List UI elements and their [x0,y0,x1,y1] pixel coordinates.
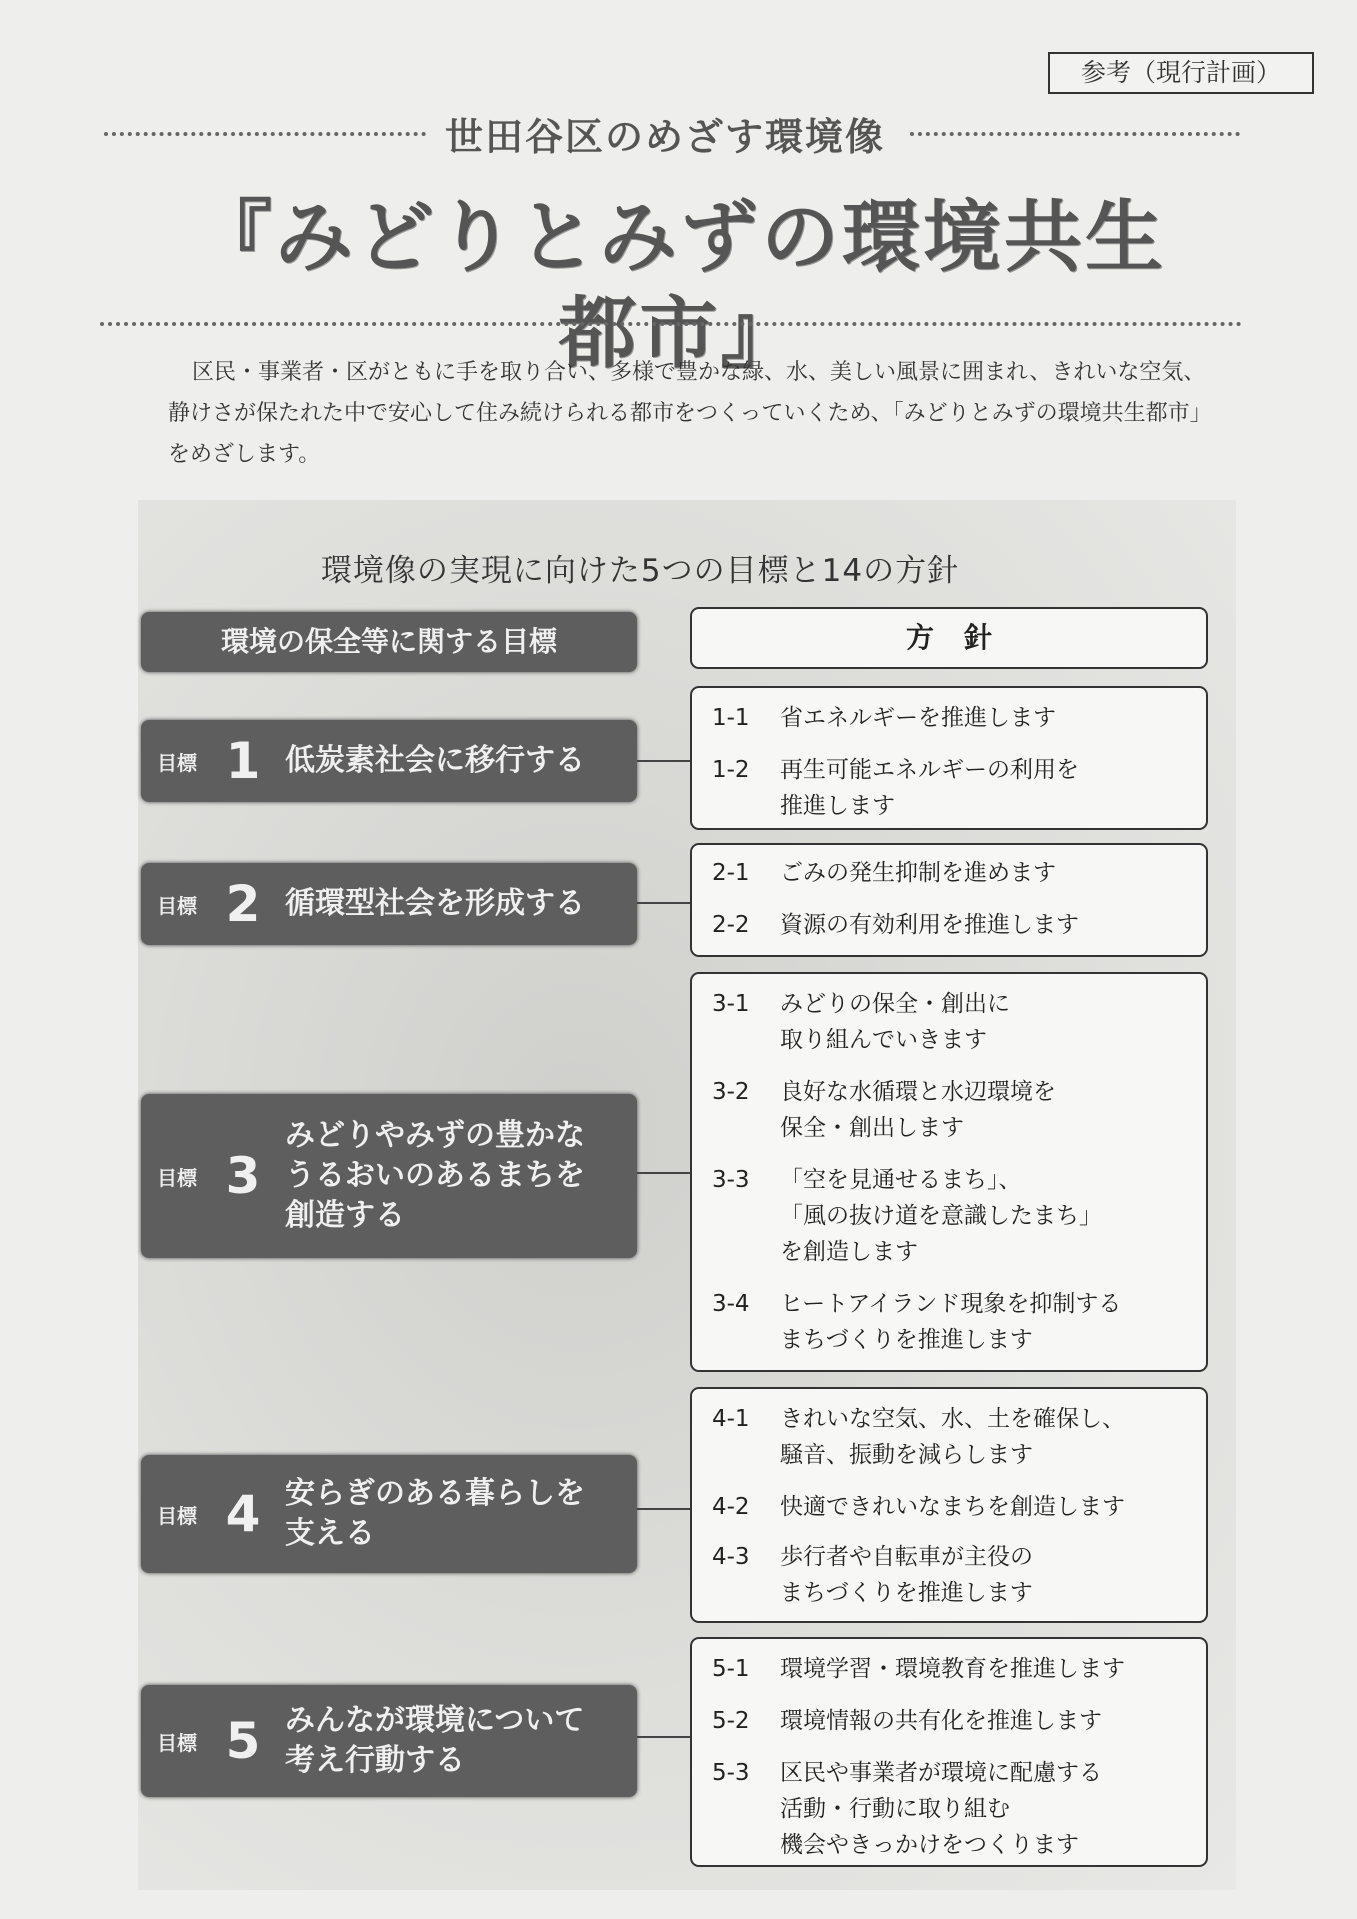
policy-item [712,907,1079,943]
policy-number: 2-1 [712,860,750,886]
goal-2 [141,863,637,945]
divider-bottom [100,322,1242,326]
policy-text: きれいな空気、水、土を確保し、 騒音、振動を減らします [780,1406,1125,1468]
connector-1 [637,760,690,762]
policy-text: 快適できれいなまちを創造します [780,1494,1125,1520]
connector-2 [637,902,690,904]
goal-mark: 目標 [157,893,197,918]
policy-number: 1-1 [712,705,750,731]
goal-title: みんなが環境について 考え行動する [285,1703,585,1778]
policy-item [712,1401,1125,1473]
policy-number: 1-2 [712,757,750,783]
goal-4 [141,1455,637,1573]
goal-number: 2 [225,875,261,933]
divider-top-left [104,132,426,136]
policy-item [712,1651,1125,1687]
policy-item [712,1074,1056,1146]
policy-box-3 [690,972,1208,1372]
policy-text: 区民や事業者が環境に配慮する 活動・行動に取り組む 機会やきっかけをつくります [780,1760,1102,1858]
connector-5 [637,1736,690,1738]
policy-number: 2-2 [712,912,750,938]
policy-item [712,752,1079,824]
frame-title: 環境像の実現に向けた5つの目標と14の方針 [320,553,960,589]
category-heading: 環境の保全等に関する目標 [141,612,637,672]
subtitle: 世田谷区のめざす環境像 [444,115,885,159]
divider-top-right [910,132,1240,136]
policy-box-5 [690,1637,1208,1867]
policy-number: 3-2 [712,1079,750,1105]
goal-5 [141,1685,637,1797]
goal-3 [141,1094,637,1258]
policy-box-4 [690,1387,1208,1623]
intro-paragraph: 区民・事業者・区がともに手を取り合い、多様で豊かな緑、水、美しい風景に囲まれ、きれいな空気、静けさが保たれた中で安心して住み続けられる都市をつくっていくため、「みどりとみずの環境共生都市」をめざします。 [168,360,1212,467]
goal-number: 1 [225,732,261,790]
goal-number: 5 [225,1712,261,1770]
policy-text: 資源の有効利用を推進します [780,912,1079,938]
policy-text: 環境情報の共有化を推進します [780,1708,1102,1734]
policy-text: 省エネルギーを推進します [780,705,1056,731]
policy-number: 4-3 [712,1544,750,1570]
goal-title: 循環型社会を形成する [285,886,585,921]
goal-title: 安らぎのある暮らしを 支える [285,1476,585,1551]
policy-item [712,1489,1125,1525]
policy-text: ヒートアイランド現象を抑制する まちづくりを推進します [780,1291,1122,1353]
policy-text: 「空を見通せるまち」、 「風の抜け道を意識したまち」 を創造します [780,1167,1102,1265]
policy-item [712,986,1010,1058]
goal-mark: 目標 [157,1165,197,1190]
policy-item [712,1703,1102,1739]
connector-3 [637,1172,690,1174]
policy-item [712,1162,1102,1270]
policy-number: 5-1 [712,1656,750,1682]
policy-item [712,1286,1121,1358]
goal-mark: 目標 [157,1730,197,1755]
goal-mark: 目標 [157,750,197,775]
policy-text: 再生可能エネルギーの利用を 推進します [780,757,1079,819]
goal-mark: 目標 [157,1503,197,1528]
policy-heading: 方針 [690,607,1208,669]
policy-item [712,700,1056,736]
policy-item [712,855,1056,891]
policy-number: 5-3 [712,1760,750,1786]
goal-number: 4 [225,1485,261,1543]
connector-4 [637,1508,690,1510]
policy-item [712,1539,1033,1611]
policy-box-1 [690,686,1208,830]
policy-number: 3-1 [712,991,750,1017]
policy-text: みどりの保全・創出に 取り組んでいきます [780,991,1010,1053]
main-title: 『みどりとみずの環境共生都市』 [193,193,1166,379]
reference-tag: 参考（現行計画） [1048,52,1314,94]
policy-text: ごみの発生抑制を進めます [780,860,1056,886]
policy-text: 良好な水循環と水辺環境を 保全・創出します [780,1079,1056,1141]
policy-number: 3-4 [712,1291,750,1317]
goal-title: 低炭素社会に移行する [285,743,585,778]
goal-number: 3 [225,1147,261,1205]
policy-text: 歩行者や自転車が主役の まちづくりを推進します [780,1544,1033,1606]
goal-1 [141,720,637,802]
policy-box-2 [690,843,1208,957]
policy-text: 環境学習・環境教育を推進します [780,1656,1125,1682]
policy-item [712,1755,1102,1863]
policy-number: 4-1 [712,1406,750,1432]
goal-title: みどりやみずの豊かな うるおいのあるまちを 創造する [285,1118,585,1233]
policy-number: 3-3 [712,1167,750,1193]
policy-number: 5-2 [712,1708,750,1734]
policy-number: 4-2 [712,1494,750,1520]
